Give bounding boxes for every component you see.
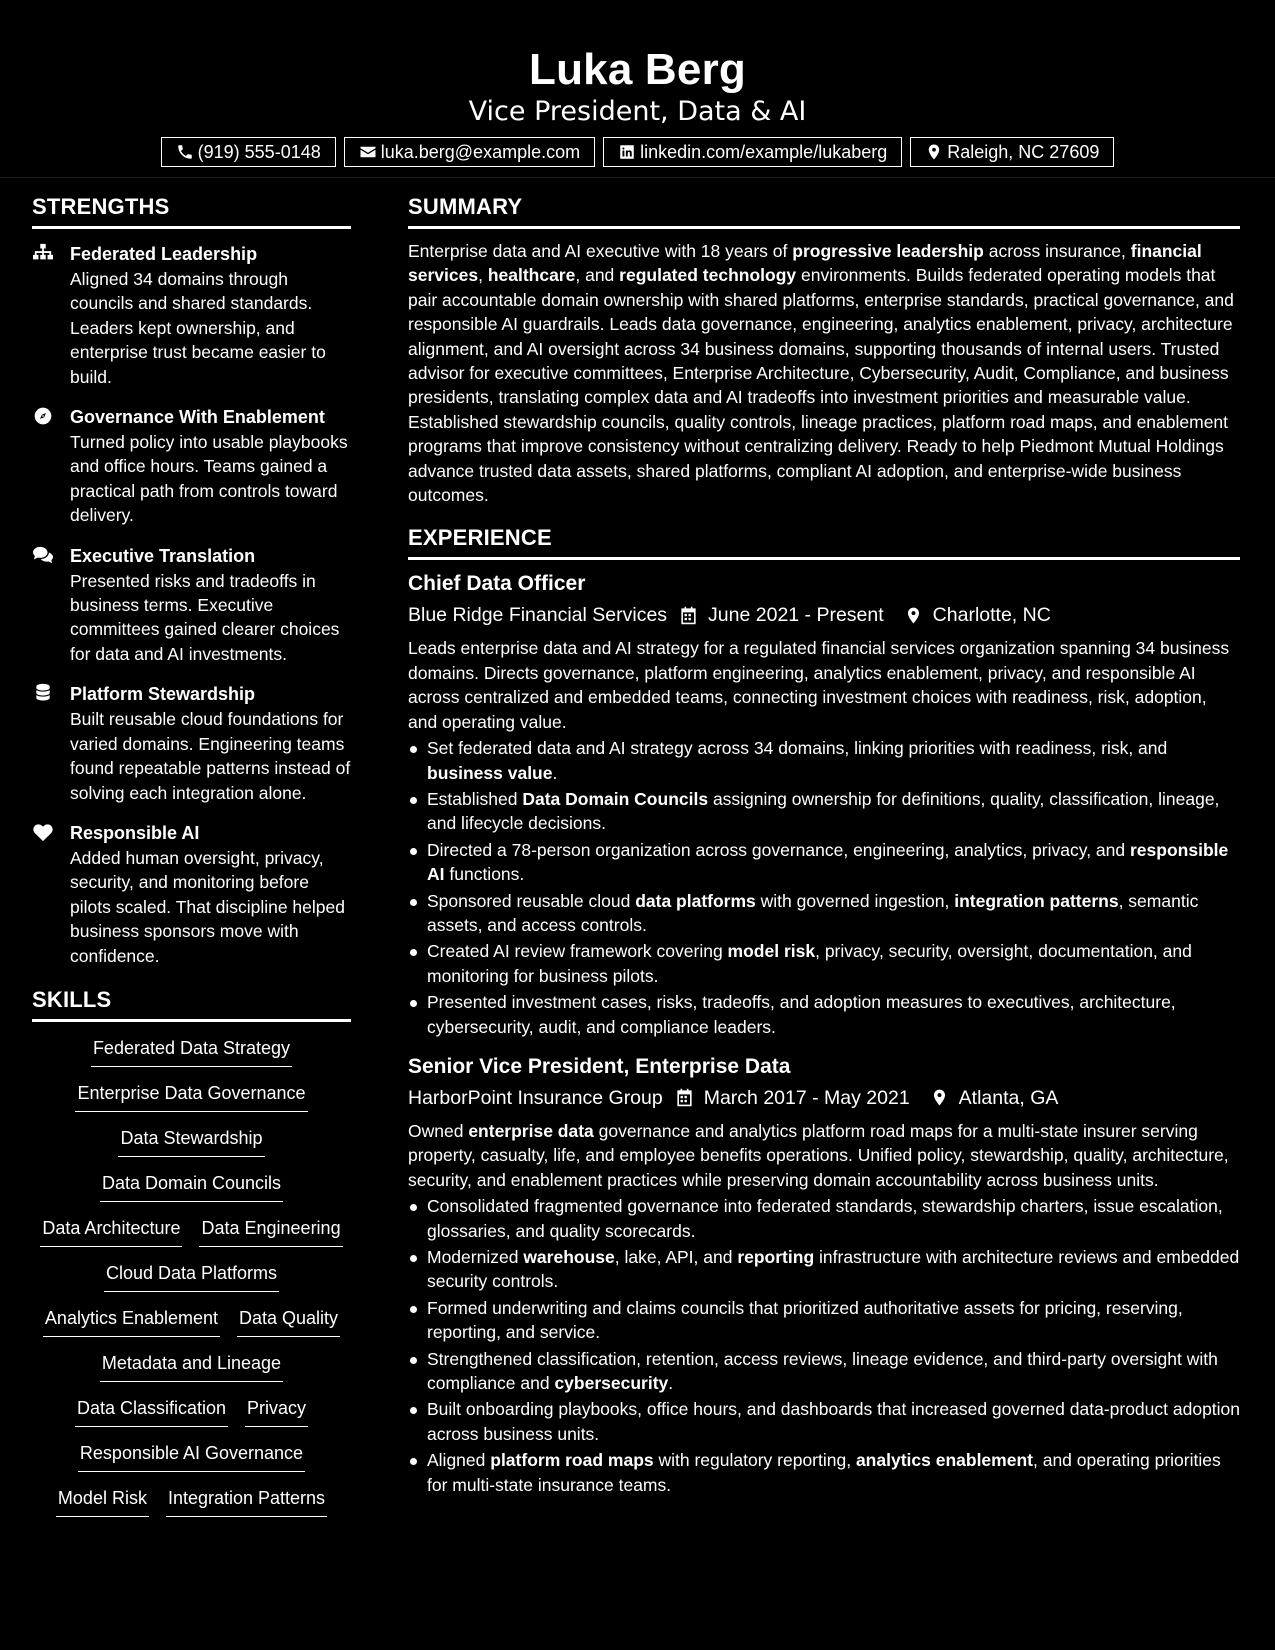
strength-desc: Presented risks and tradeoffs in business terms. Executive committees gained clearer choices for data and AI investments. xyxy=(70,570,340,664)
summary-heading: SUMMARY xyxy=(408,190,1240,229)
skill-row xyxy=(91,1036,292,1081)
strengths-heading: STRENGTHS xyxy=(32,190,351,229)
contact-email-text: luka.berg@example.com xyxy=(380,141,581,162)
bold-phrase: healthcare xyxy=(487,265,576,286)
contact-phone[interactable] xyxy=(161,137,336,167)
skills-list xyxy=(32,1036,351,1531)
job-location: Charlotte, NC xyxy=(932,604,1051,627)
bold-phrase: cybersecurity xyxy=(554,1373,669,1394)
job-description: Leads enterprise data and AI strategy for a regulated financial services organization spanning 34 business domains. Directs governance, platform engineering, analytics enablement, privacy, and responsible AI across centralized and embedded teams, connecting investment choices with readiness, risk, adoption, and operating value. xyxy=(408,638,1230,732)
skill-row xyxy=(75,1396,308,1441)
bullet-item: Created AI review framework covering model risk, privacy, security, oversight, documentation, and monitoring for business pilots. xyxy=(408,939,1240,988)
bold-phrase: enterprise data xyxy=(468,1120,594,1141)
bullet-item: Formed underwriting and claims councils that prioritized authoritative assets for pricing, reserving, reporting, and service. xyxy=(408,1296,1240,1345)
strength-item xyxy=(32,543,351,667)
job-meta xyxy=(408,1083,1240,1113)
job-title: Senior Vice President, Enterprise Data xyxy=(408,1054,791,1078)
skill-tag: Enterprise Data Governance xyxy=(75,1081,307,1112)
skill-row xyxy=(104,1261,279,1306)
bold-phrase: regulated technology xyxy=(619,265,797,286)
contact-linkedin[interactable] xyxy=(603,137,902,167)
bold-phrase: progressive leadership xyxy=(792,241,984,261)
calendar-icon xyxy=(679,606,698,625)
skill-tag: Integration Patterns xyxy=(166,1486,327,1517)
left-column xyxy=(32,190,351,1531)
chat-bubbles-icon xyxy=(32,545,54,565)
heart-icon xyxy=(32,822,54,842)
bold-phrase: warehouse xyxy=(523,1247,615,1267)
bold-phrase: integration patterns xyxy=(954,890,1119,911)
database-icon xyxy=(32,683,54,703)
bold-phrase: financial services xyxy=(408,241,1202,286)
strength-item xyxy=(32,681,351,805)
experience-heading: EXPERIENCE xyxy=(408,521,1240,560)
bullet-item: Directed a 78-person organization across governance, engineering, analytics, privacy, and responsible AI functions. xyxy=(408,838,1240,887)
contact-location xyxy=(910,137,1114,167)
strength-title: Federated Leadership xyxy=(70,244,258,264)
strength-item xyxy=(32,404,351,528)
bullet-item: Modernized warehouse, lake, API, and reporting infrastructure with architecture reviews and embedded security controls. xyxy=(408,1245,1240,1294)
contact-bar xyxy=(0,137,1275,167)
skill-row xyxy=(100,1351,283,1396)
job-description: Owned enterprise data governance and analytics platform road maps for a multi-state insurer serving property, casualty, life, and employee benefits operations. Unified policy, stewardship, quality, architecture, security, and enablement practices while preserving domain accountability across business units. xyxy=(408,1120,1229,1190)
job-entry xyxy=(408,570,1240,1039)
skill-tag: Model Risk xyxy=(56,1486,149,1517)
bullet-item: Sponsored reusable cloud data platforms with governed ingestion, integration patterns, semantic assets, and access controls. xyxy=(408,889,1240,938)
job-location: Atlanta, GA xyxy=(958,1086,1059,1109)
map-pin-icon xyxy=(904,606,923,625)
skill-row xyxy=(75,1081,307,1126)
skill-row xyxy=(40,1216,342,1261)
org-chart-icon xyxy=(32,243,54,263)
bullet-item: Established Data Domain Councils assigning ownership for definitions, quality, classification, lineage, and lifecycle decisions. xyxy=(408,787,1240,836)
candidate-title: Vice President, Data & AI xyxy=(468,96,807,127)
bold-phrase: model risk xyxy=(727,941,816,962)
contact-location-text: Raleigh, NC 27609 xyxy=(947,141,1100,162)
strength-desc: Added human oversight, privacy, security, and monitoring before pilots scaled. That discipline helped business sponsors move with confidence. xyxy=(70,847,345,966)
job-bullets xyxy=(408,736,1240,1039)
strength-item xyxy=(32,241,351,389)
bold-phrase: analytics enablement xyxy=(855,1450,1033,1471)
job-company: Blue Ridge Financial Services xyxy=(408,604,668,627)
skill-tag: Metadata and Lineage xyxy=(100,1351,283,1382)
skill-row xyxy=(78,1441,305,1486)
bullet-item: Strengthened classification, retention, access reviews, lineage evidence, and third-party oversight with compliance and cybersecurity. xyxy=(408,1347,1240,1396)
skill-tag: Data Architecture xyxy=(40,1216,182,1247)
strength-title: Governance With Enablement xyxy=(70,407,325,428)
strength-title: Responsible AI xyxy=(70,822,200,843)
job-bullets xyxy=(408,1194,1240,1497)
skill-tag: Data Quality xyxy=(237,1306,340,1337)
job-dates: March 2017 - May 2021 xyxy=(703,1086,910,1109)
job-title: Chief Data Officer xyxy=(408,572,586,596)
skill-tag: Privacy xyxy=(245,1396,308,1427)
bold-phrase: business value xyxy=(427,762,553,783)
bold-phrase: responsible AI xyxy=(427,839,1229,885)
bullet-item: Set federated data and AI strategy across 34 domains, linking priorities with readiness, risk, and business value. xyxy=(408,736,1240,785)
contact-phone-text: (919) 555-0148 xyxy=(197,141,321,162)
skill-row xyxy=(56,1486,327,1531)
bullet-item: Aligned platform road maps with regulatory reporting, analytics enablement, and operating priorities for multi-state insurance teams. xyxy=(408,1448,1240,1497)
envelope-icon xyxy=(359,143,377,161)
phone-icon xyxy=(176,143,194,161)
skill-row xyxy=(43,1306,340,1351)
right-column xyxy=(408,190,1240,1499)
job-meta xyxy=(408,600,1240,630)
skill-tag: Responsible AI Governance xyxy=(78,1441,305,1472)
skill-tag: Cloud Data Platforms xyxy=(104,1261,279,1292)
strength-item xyxy=(32,820,351,968)
summary-text: Enterprise data and AI executive with 18 years of progressive leadership across insurance, financial services, healthcare, and regulated technology environments. Builds federated operating models that pair accountable domain ownership with shared platforms, enterprise standards, practical governance, and responsible AI guardrails. Leads data governance, engineering, analytics enablement, privacy, architecture alignment, and AI oversight across 34 business domains, supporting thousands of internal users. Trusted advisor for executive committees, Enterprise Architecture, Cybersecurity, Audit, Compliance, and business presidents, translating complex data and AI tradeoffs into investment priorities and measurable value. Established stewardship councils, quality controls, lineage practices, platform road maps, and enablement programs that improve consistency without centralizing delivery. Ready to help Piedmont Mutual Holdings advance trusted data assets, shared platforms, compliant AI adoption, and enterprise-wide business outcomes. xyxy=(408,241,1234,506)
strength-desc: Built reusable cloud foundations for varied domains. Engineering teams found repeatable patterns instead of solving each integration alone. xyxy=(70,709,351,803)
job-company: HarborPoint Insurance Group xyxy=(408,1086,663,1109)
strength-desc: Turned policy into usable playbooks and office hours. Teams gained a practical path from controls toward delivery. xyxy=(70,432,348,526)
bold-phrase: reporting xyxy=(737,1247,815,1267)
map-pin-icon xyxy=(930,1088,949,1107)
strength-desc: Aligned 34 domains through councils and shared standards. Leaders kept ownership, and enterprise trust became easier to build. xyxy=(70,269,326,387)
skill-tag: Data Domain Councils xyxy=(100,1171,283,1202)
calendar-icon xyxy=(675,1088,694,1107)
skill-row xyxy=(118,1126,264,1171)
bold-phrase: Data Domain Councils xyxy=(522,788,709,809)
job-entry xyxy=(408,1053,1240,1497)
skill-tag: Data Engineering xyxy=(199,1216,342,1247)
resume-header xyxy=(0,0,1275,178)
compass-icon xyxy=(32,406,54,426)
candidate-name: Luka Berg xyxy=(529,45,746,94)
strength-title: Platform Stewardship xyxy=(70,684,256,705)
skills-heading: SKILLS xyxy=(32,983,351,1022)
linkedin-icon xyxy=(618,143,636,161)
bullet-item: Presented investment cases, risks, tradeoffs, and adoption measures to executives, architecture, cybersecurity, audit, and compliance leaders. xyxy=(408,990,1240,1039)
job-dates: June 2021 - Present xyxy=(708,604,884,627)
skill-tag: Analytics Enablement xyxy=(43,1306,220,1337)
bullet-item: Built onboarding playbooks, office hours, and dashboards that increased governed data-product adoption across business units. xyxy=(408,1397,1240,1446)
bold-phrase: data platforms xyxy=(635,890,756,911)
map-pin-icon xyxy=(925,143,943,161)
strength-title: Executive Translation xyxy=(70,545,256,566)
contact-email[interactable] xyxy=(344,137,595,167)
skill-tag: Federated Data Strategy xyxy=(91,1036,292,1067)
strengths-list xyxy=(32,241,351,968)
bullet-item: Consolidated fragmented governance into federated standards, stewardship charters, issue escalation, glossaries, and quality scorecards. xyxy=(408,1194,1240,1243)
skill-tag: Data Stewardship xyxy=(118,1126,264,1157)
bold-phrase: platform road maps xyxy=(490,1450,654,1471)
contact-linkedin-text: linkedin.com/example/lukaberg xyxy=(640,141,888,162)
skill-row xyxy=(100,1171,283,1216)
skill-tag: Data Classification xyxy=(75,1396,228,1427)
